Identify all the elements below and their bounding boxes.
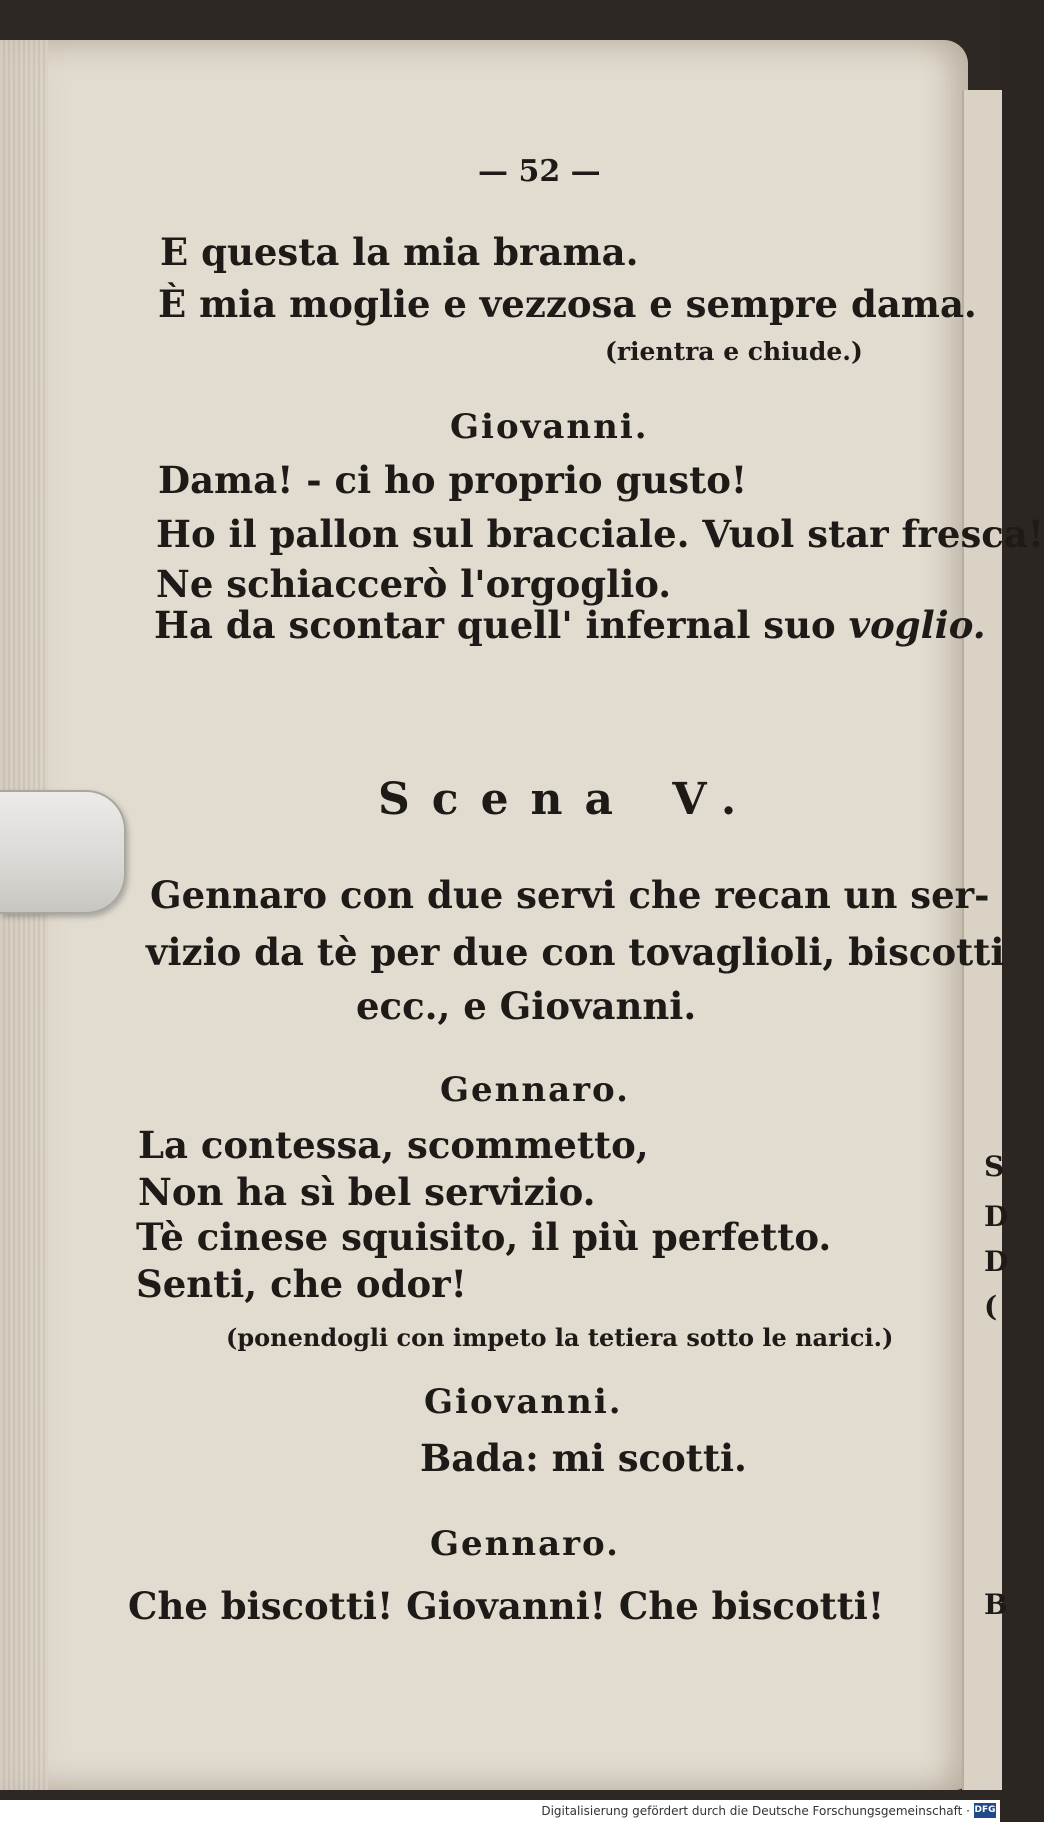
page-number: — 52 — [478,154,601,189]
verse-line: E questa la mia brama. [160,230,639,274]
next-page-fragment: S [984,1150,1005,1183]
speaker-name: Gennaro. [440,1070,630,1110]
verse-line: Ne schiaccerò l'orgoglio. [156,562,672,606]
credit-bar [0,1800,1000,1822]
verse-line: Senti, che odor! [136,1262,467,1306]
next-page-fragment: ( [984,1290,998,1323]
scene-heading: Scena V. [378,774,759,825]
speaker-name: Gennaro. [430,1524,620,1564]
digitization-credit: Digitalisierung gefördert durch die Deutsche Forschungsgemeinschaft · [541,1804,970,1818]
next-page-fragment: B [984,1588,1008,1621]
verse-line [154,603,986,647]
speaker-name: Giovanni. [450,407,649,447]
bookmark-clip [0,790,126,914]
verse-line: Tè cinese squisito, il più perfetto. [136,1215,832,1259]
verse-line: Ho il pallon sul bracciale. Vuol star fresca! [156,512,1044,556]
emphasized-word: voglio. [848,603,986,647]
stage-direction: vizio da tè per due con tovaglioli, biscotti [146,930,1005,974]
verse-text: Ha da scontar quell' infernal suo [154,603,849,647]
stage-direction: ecc., e Giovanni. [356,984,697,1028]
next-page-fragment: D [984,1200,1009,1233]
verse-line: È mia moglie e vezzosa e sempre dama. [158,282,977,326]
verse-line: Non ha sì bel servizio. [138,1170,596,1214]
dfg-logo-icon: DFG [974,1803,996,1818]
stage-direction: (ponendogli con impeto la tetiera sotto le narici.) [226,1323,894,1352]
next-page-fragment: D [984,1245,1009,1278]
verse-line: Dama! - ci ho proprio gusto! [158,458,748,502]
verse-line: Che biscotti! Giovanni! Che biscotti! [128,1584,885,1628]
verse-line: La contessa, scommetto, [138,1123,649,1167]
verse-line: Bada: mi scotti. [420,1436,747,1480]
stage-direction: Gennaro con due servi che recan un ser- [150,873,990,917]
stage-direction: (rientra e chiude.) [605,337,863,366]
speaker-name: Giovanni. [424,1382,623,1422]
page-edges [0,40,48,1790]
